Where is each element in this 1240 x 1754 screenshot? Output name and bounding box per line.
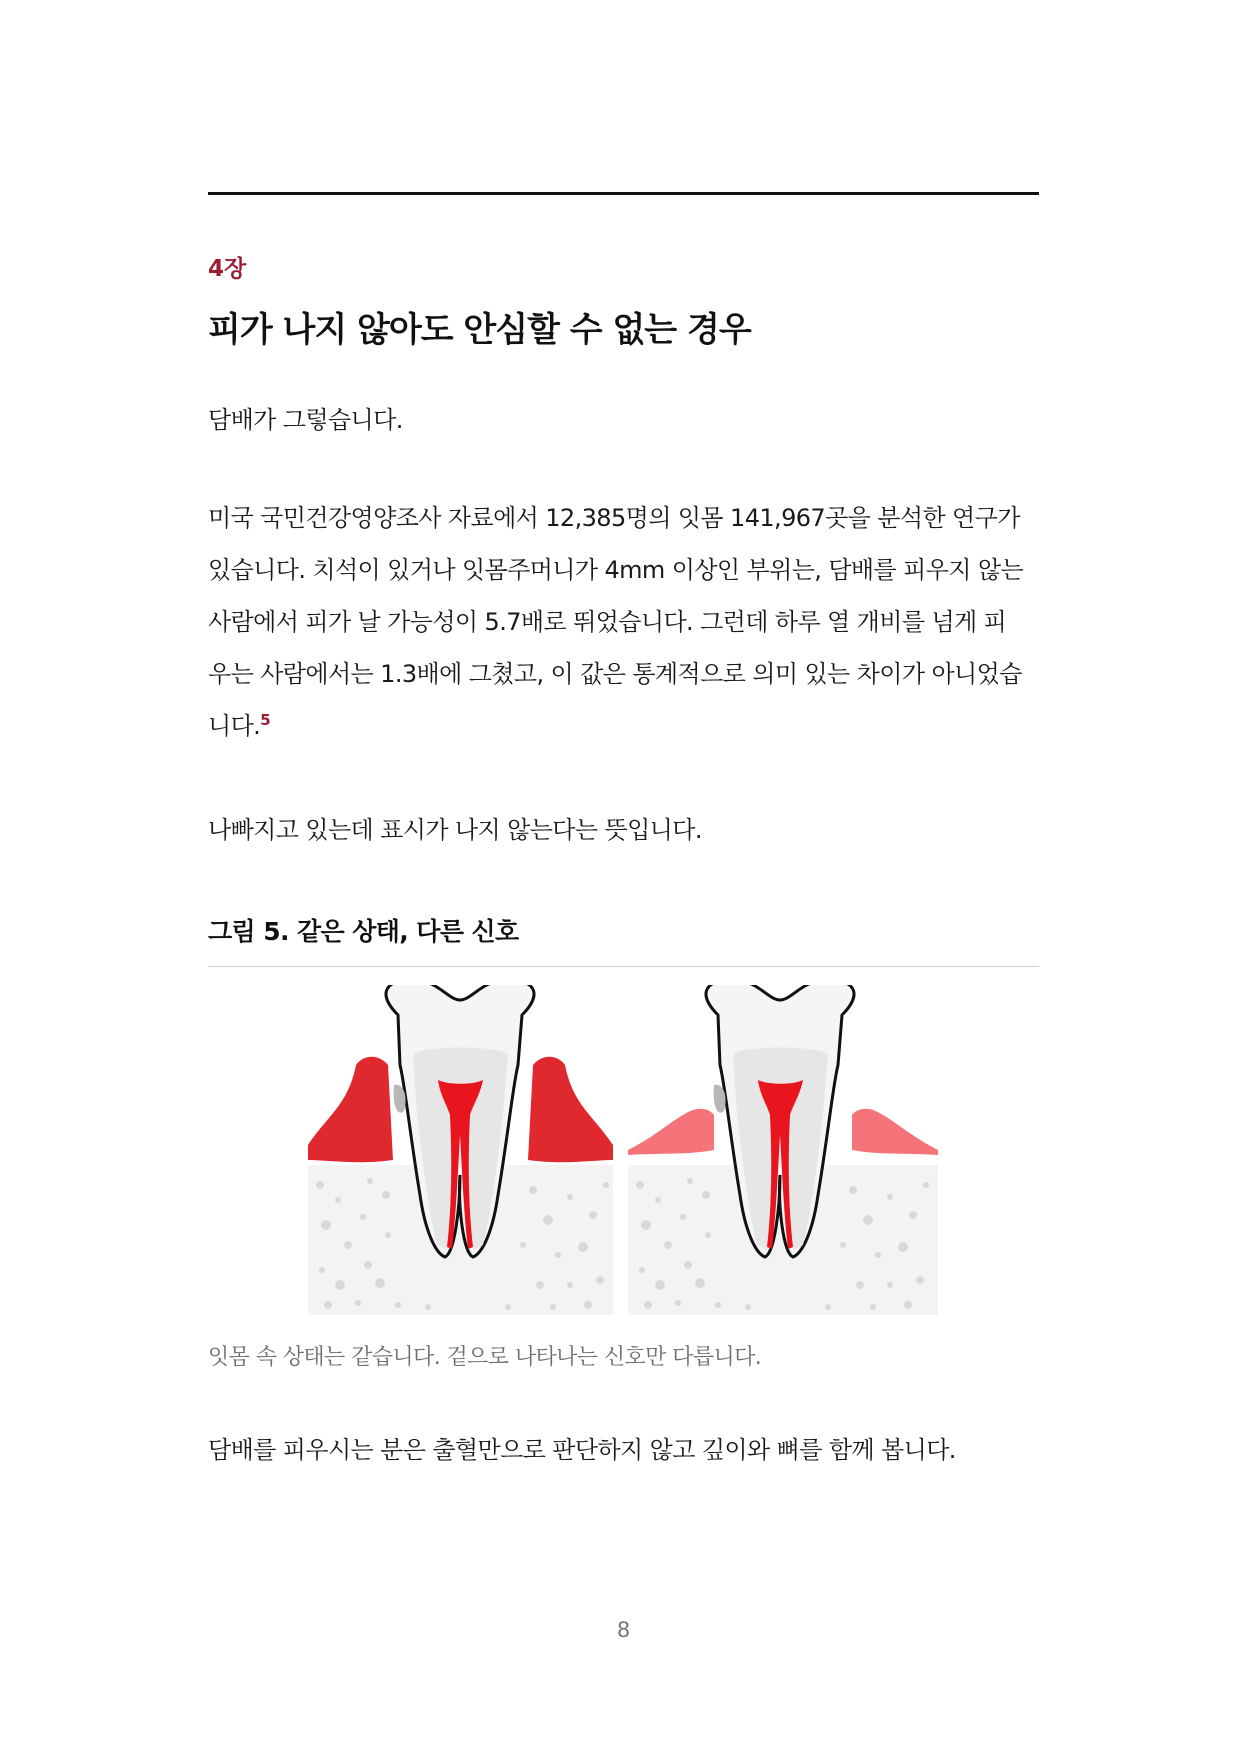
paragraph-line — [208, 700, 1039, 752]
tooth-with-pale-gum-panel — [628, 985, 938, 1315]
figure-title: 그림 5. 같은 상태, 다른 신호 — [208, 917, 519, 946]
figure-divider — [208, 966, 1039, 967]
tooth-with-bleeding-gum-panel — [308, 985, 613, 1315]
page-number: 8 — [616, 1618, 631, 1642]
figure-caption: 잇몸 속 상태는 같습니다. 겉으로 나타나는 신호만 다릅니다. — [208, 1345, 762, 1370]
paragraph-line: 미국 국민건강영양조사 자료에서 12,385명의 잇몸 141,967곳을 분석한 연구가 — [208, 504, 1020, 532]
paragraph-meaning: 나빠지고 있는데 표시가 나지 않는다는 뜻입니다. — [208, 816, 702, 844]
paragraph-study — [208, 492, 1039, 752]
paragraph-line-text: 니다. — [208, 712, 261, 740]
paragraph-line: 있습니다. 치석이 있거나 잇몸주머니가 4mm 이상인 부위는, 담배를 피우지 않는 — [208, 556, 1024, 584]
chapter-label: 4장 — [208, 256, 247, 282]
paragraph-line: 우는 사람에서는 1.3배에 그쳤고, 이 값은 통계적으로 의미 있는 차이가 아니었습 — [208, 660, 1022, 688]
paragraph-intro: 담배가 그렇습니다. — [208, 406, 403, 434]
paragraph-line: 사람에서 피가 날 가능성이 5.7배로 뛰었습니다. 그런데 하루 열 개비를 넘게 피 — [208, 608, 1007, 636]
paragraph-conclusion: 담배를 피우시는 분은 출혈만으로 판단하지 않고 깊이와 뼈를 함께 봅니다. — [208, 1436, 956, 1464]
chapter-title: 피가 나지 않아도 안심할 수 없는 경우 — [208, 310, 751, 350]
inflamed-gum-left — [308, 1057, 393, 1162]
pale-gum-right — [852, 1109, 938, 1155]
page — [208, 0, 1039, 1754]
inflamed-gum-right — [528, 1057, 613, 1162]
footnote-reference[interactable]: 5 — [260, 711, 271, 729]
figure-illustration — [308, 985, 938, 1315]
pale-gum-left — [628, 1109, 714, 1155]
top-rule — [208, 192, 1039, 195]
